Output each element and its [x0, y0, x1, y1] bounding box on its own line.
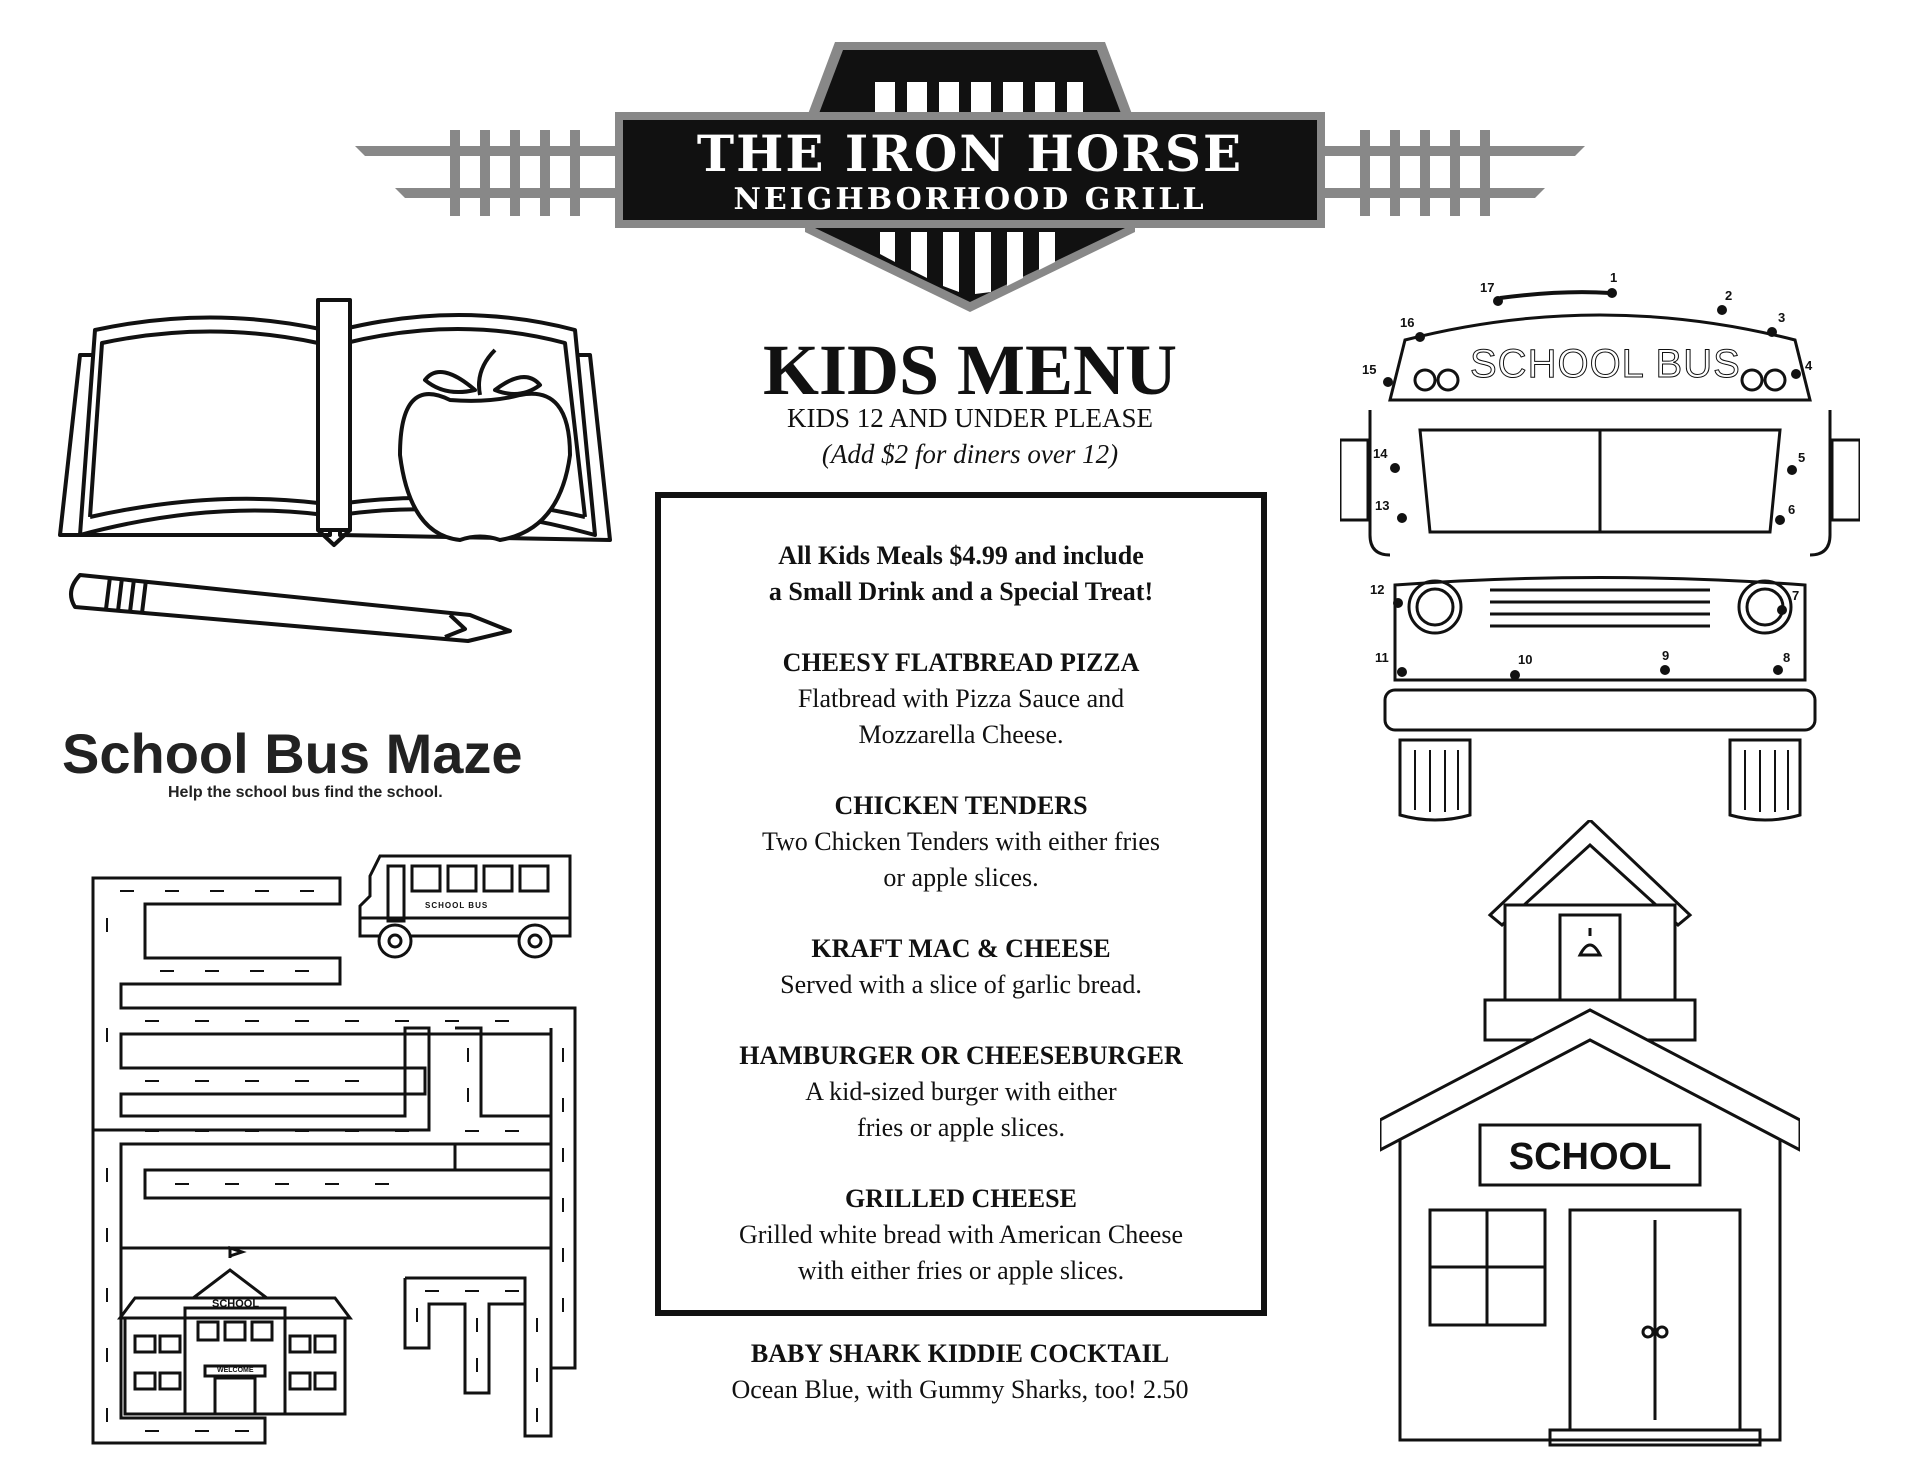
menu-item-desc: Served with a slice of garlic bread. [780, 970, 1142, 999]
maze-instructions: Help the school bus find the school. [168, 784, 443, 801]
adult-surcharge-note: (Add $2 for diners over 12) [821, 439, 1119, 469]
dot-to-dot-school-bus [1340, 270, 1860, 830]
logo-subtitle: NEIGHBORHOOD GRILL [733, 182, 1207, 217]
menu-item [661, 1181, 1261, 1289]
dot-number: 17 [1480, 280, 1495, 295]
maze-bus-label: SCHOOL BUS [425, 901, 489, 910]
school-bus-maze [85, 848, 595, 1448]
menu-item-desc: fries or apple slices. [857, 1113, 1065, 1142]
menu-item-name: HAMBURGER OR CHEESEBURGER [739, 1041, 1183, 1070]
dot-number: 7 [1792, 588, 1800, 603]
logo-title: THE IRON HORSE [696, 124, 1244, 183]
dot-number: 10 [1518, 652, 1533, 667]
menu-item [661, 788, 1261, 896]
menu-item-name: GRILLED CHEESE [845, 1184, 1077, 1213]
menu-item-desc: Grilled white bread with American Cheese [738, 1220, 1184, 1249]
menu-item-desc: with either fries or apple slices. [797, 1256, 1125, 1285]
schoolhouse-illustration [1380, 820, 1800, 1450]
dot-number: 12 [1370, 582, 1385, 597]
dot-number: 15 [1362, 362, 1377, 377]
maze-school-label: SCHOOL [212, 1298, 260, 1310]
menu-item [661, 931, 1261, 1003]
menu-item-desc: Mozzarella Cheese. [858, 720, 1064, 749]
age-requirement: KIDS 12 AND UNDER PLEASE [786, 403, 1154, 433]
book-apple-pencil-illustration [50, 285, 630, 645]
menu-item-desc: or apple slices. [883, 863, 1039, 892]
menu-item-desc: Two Chicken Tenders with either fries [761, 827, 1161, 856]
dot-number: 11 [1375, 650, 1389, 665]
dot-number: 6 [1788, 502, 1796, 517]
menu-item [661, 645, 1261, 753]
menu-item-name: KRAFT MAC & CHEESE [811, 934, 1111, 963]
menu-item-name: CHICKEN TENDERS [834, 791, 1088, 820]
dot-number: 8 [1783, 650, 1791, 665]
menu-item-desc: Flatbread with Pizza Sauce and [797, 684, 1125, 713]
schoolhouse-sign: SCHOOL [1508, 1136, 1672, 1178]
cocktail-desc: Ocean Blue, with Gummy Sharks, too! 2.50 [731, 1375, 1189, 1404]
menu-item-desc: A kid-sized burger with either [805, 1077, 1117, 1106]
dot-number: 2 [1725, 288, 1733, 303]
dot-number: 16 [1400, 315, 1415, 330]
maze-welcome-label: WELCOME [217, 1367, 254, 1374]
maze-title: School Bus Maze [62, 722, 523, 785]
menu-item [661, 1038, 1261, 1146]
menu-intro-line2: a Small Drink and a Special Treat! [768, 577, 1154, 606]
cocktail-item [600, 1336, 1320, 1408]
cocktail-name: BABY SHARK KIDDIE COCKTAIL [750, 1339, 1170, 1368]
dot-number: 5 [1798, 450, 1806, 465]
dot-number: 14 [1373, 446, 1388, 461]
menu-box [655, 492, 1267, 1316]
dot-number: 3 [1778, 310, 1786, 325]
menu-title: KIDS MENU [762, 330, 1178, 410]
dot-number: 13 [1375, 498, 1390, 513]
dot-number: 9 [1662, 648, 1670, 663]
dot-number: 4 [1805, 358, 1813, 373]
dot-bus-label: SCHOOL BUS [1470, 342, 1741, 386]
dot-number: 1 [1610, 270, 1618, 285]
menu-item-name: CHEESY FLATBREAD PIZZA [782, 648, 1140, 677]
menu-intro-line1: All Kids Meals $4.99 and include [778, 541, 1144, 570]
